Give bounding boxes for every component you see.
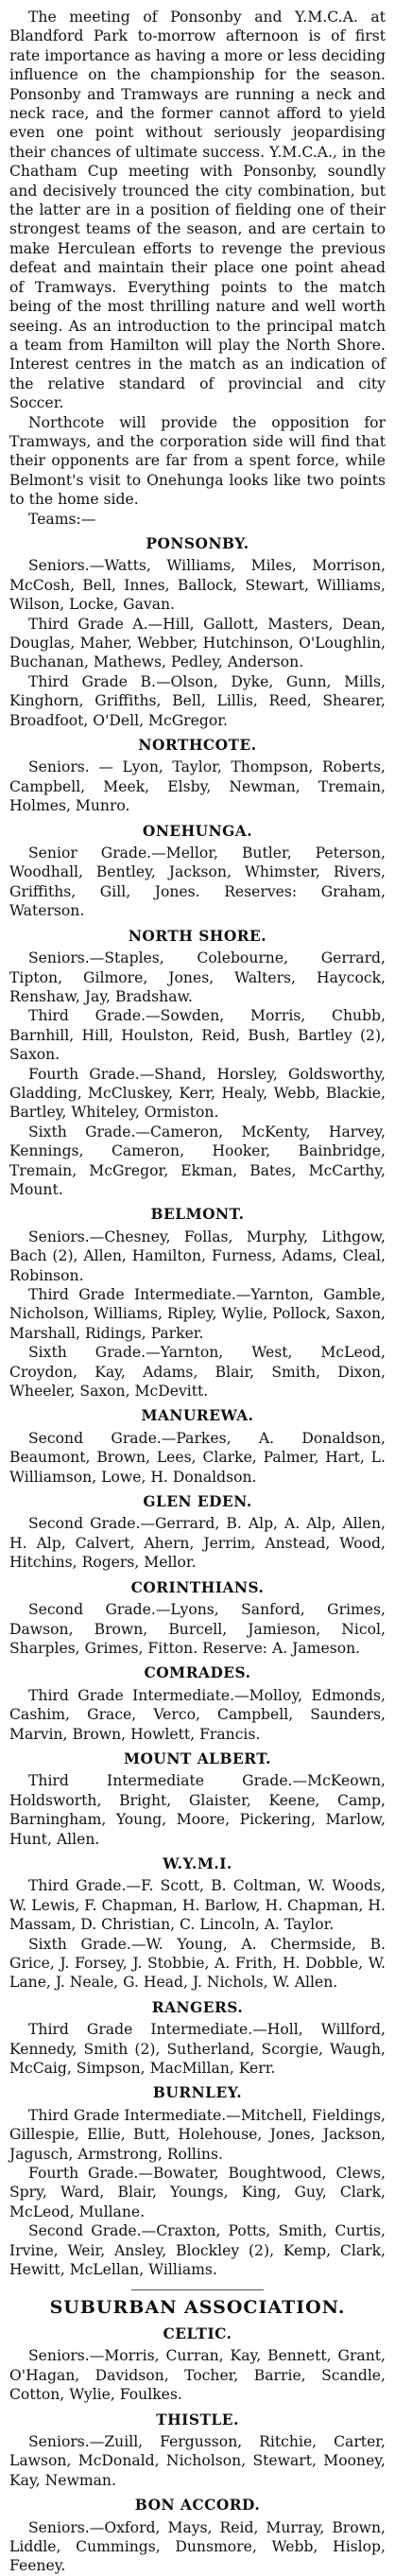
club-heading: RANGERS.	[151, 1998, 244, 2016]
suburban-association-heading: SUBURBAN ASSOCIATION.	[49, 2296, 346, 2318]
club-heading: BON ACCORD.	[134, 2497, 261, 2515]
club-heading: BURNLEY.	[152, 2084, 243, 2102]
team-list-entry: Seniors.—Zuill, Fergusson, Ritchie, Carter, Lawson, McDonald, Nicholson, Stewart, Mooney, Kay, Newman.	[9, 2432, 386, 2489]
team-list-entry: Fourth Grade.—Shand, Horsley, Goldsworthy, Gladding, McCluskey, Kerr, Healy, Webb, Blackie, Bartley, Whiteley, Ormiston.	[9, 1065, 386, 1122]
team-list-entry: Third Grade Intermediate.—Holl, Willford, Kennedy, Smith (2), Sutherland, Scorgie, Waugh, McCaig, Simpson, MacMillan, Kerr.	[9, 2021, 386, 2078]
club-listings	[9, 534, 386, 2280]
club-heading: BELMONT.	[150, 1206, 245, 1224]
club-heading: NORTHCOTE.	[138, 737, 257, 755]
team-list-entry: Second Grade.—Parkes, A. Donaldson, Beaumont, Brown, Lees, Clarke, Palmer, Hart, L. Williamson, Lowe, H. Donaldson.	[9, 1429, 386, 1486]
team-list-entry: Third Grade Intermediate.—Molloy, Edmonds, Cashim, Grace, Verco, Campbell, Saunders, Marvin, Brown, Howlett, Francis.	[9, 1686, 386, 1743]
intro-paragraph: Northcote will provide the opposition for Tramways, and the corporation side will find that their opponents are far from a spent force, while Belmont's visit to Onehunga looks like two points to the home side.	[9, 413, 386, 509]
team-list-entry: Second Grade.—Craxton, Potts, Smith, Curtis, Irvine, Weir, Ansley, Blockley (2), Kemp, Clark, Hewitt, McLellan, Williams.	[9, 2222, 386, 2279]
team-list-entry: Sixth Grade.—Yarnton, West, McLeod, Croydon, Kay, Adams, Blair, Smith, Dixon, Wheeler, Saxon, McDevitt.	[9, 1344, 386, 1401]
team-list-entry: Second Grade.—Gerrard, B. Alp, A. Alp, Allen, H. Alp, Calvert, Ahern, Jerrim, Anstead, Wood, Hitchins, Rogers, Mellor.	[9, 1515, 386, 1572]
club-heading: MOUNT ALBERT.	[123, 1749, 272, 1767]
section-divider	[131, 2289, 264, 2290]
team-list-entry: Third Grade A.—Hill, Gallott, Masters, Dean, Douglas, Maher, Webber, Hutchinson, O'Loughlin, Buchanan, Mathews, Pedley, Anderson.	[9, 615, 386, 671]
team-list-entry: Third Intermediate Grade.—McKeown, Holdsworth, Bright, Glaister, Keene, Camp, Barningham, Young, Moore, Pickering, Marlow, Hunt, Allen.	[9, 1772, 386, 1848]
team-list-entry: Seniors.—Staples, Colebourne, Gerrard, Tipton, Gilmore, Jones, Walters, Haycock, Renshaw, Jay, Bradshaw.	[9, 949, 386, 1005]
team-list-entry: Senior Grade.—Mellor, Butler, Peterson, Woodhall, Bentley, Jackson, Whimster, Rivers, Griffiths, Gill, Jones. Reserves: Graham, Waterson.	[9, 844, 386, 920]
intro-paragraph: The meeting of Ponsonby and Y.M.C.A. at Blandford Park to-morrow afternoon is of first rate importance as having a more or less deciding influence on the championship for the season. Ponsonby and Tramways are running a neck and neck race, and the former cannot afford to yield even one point without seriously jeopardising their chances of ultimate success. Y.M.C.A., in the Chatham Cup meeting with Ponsonby, soundly and decisively trounced the city combination, but the latter are in a position of fielding one of their strongest teams of the season, and are certain to make Herculean efforts to revenge the previous defeat and maintain their place one point ahead of Tramways. Everything points to the match being of the most thrilling nature and well worth seeing. As an introduction to the principal match a team from Hamilton will play the North Shore. Interest centres in the match as an indication of the relative standard of provincial and city Soccer.	[9, 9, 386, 412]
team-list-entry: Fourth Grade.—Bowater, Boughtwood, Clews, Spry, Ward, Blair, Youngs, King, Guy, Clark, McLeod, Mullane.	[9, 2165, 386, 2220]
club-heading: W.Y.M.I.	[163, 1854, 232, 1872]
team-list-entry: Sixth Grade.—W. Young, A. Chermside, B. Grice, J. Forsey, J. Stobbie, A. Frith, H. Dobble, W. Lane, J. Neale, G. Head, J. Nichols, W. Allen.	[9, 1935, 386, 1992]
team-list-entry: Seniors. — Lyon, Taylor, Thompson, Roberts, Campbell, Meek, Elsby, Newman, Tremain, Holmes, Munro.	[9, 758, 386, 815]
club-heading: COMRADES.	[144, 1664, 251, 1682]
team-list-entry: Seniors.—Watts, Williams, Miles, Morrison, McCosh, Bell, Innes, Ballock, Stewart, Williams, Wilson, Locke, Gavan.	[9, 557, 386, 614]
team-list-entry: Second Grade.—Lyons, Sanford, Grimes, Dawson, Brown, Burcell, Jamieson, Nicol, Sharples, Grimes, Fitton. Reserve: A. Jameson.	[9, 1601, 386, 1657]
club-heading: NORTH SHORE.	[128, 927, 267, 945]
club-heading: CELTIC.	[163, 2324, 232, 2342]
team-list-entry: Seniors.—Chesney, Follas, Murphy, Lithgow, Bach (2), Allen, Hamilton, Furness, Adams, Cleal, Robinson.	[9, 1227, 386, 1284]
team-list-entry: Third Grade.—F. Scott, B. Coltman, W. Woods, W. Lewis, F. Chapman, H. Barlow, H. Chapman, H. Massam, D. Christian, C. Lincoln, A. Taylor.	[9, 1877, 386, 1934]
club-heading: GLEN EDEN.	[143, 1493, 252, 1511]
team-list-entry: Third Grade B.—Olson, Dyke, Gunn, Mills, Kinghorn, Griffiths, Bell, Lillis, Reed, Shearer, Broadfoot, O'Dell, McGregor.	[9, 672, 386, 729]
club-heading: ONEHUNGA.	[142, 822, 253, 840]
club-heading: PONSONBY.	[146, 534, 249, 552]
club-heading: MANUREWA.	[141, 1407, 254, 1425]
team-list-entry: Seniors.—Oxford, Mays, Reid, Murray, Brown, Liddle, Cummings, Dunsmore, Webb, Hislop, Feeney.	[9, 2518, 386, 2575]
team-list-entry: Sixth Grade.—Cameron, McKenty, Harvey, Kennings, Cameron, Hooker, Bainbridge, Tremain, McGregor, Ekman, Bates, McCarthy, Mount.	[9, 1123, 386, 1198]
team-list-entry: Third Grade Intermediate.—Mitchell, Fieldings, Gillespie, Ellie, Butt, Holehouse, Jones, Jackson, Jagusch, Armstrong, Rollins.	[9, 2106, 386, 2163]
club-heading: CORINTHIANS.	[130, 1578, 265, 1596]
club-heading: THISTLE.	[156, 2411, 239, 2428]
team-list-entry: Seniors.—Morris, Curran, Kay, Bennett, Grant, O'Hagan, Davidson, Tocher, Barrie, Scandle, Cotton, Wylie, Foulkes.	[9, 2347, 386, 2404]
team-list-entry: Third Grade Intermediate.—Yarnton, Gamble, Nicholson, Williams, Ripley, Wylie, Pollock, Saxon, Marshall, Ridings, Parker.	[9, 1286, 386, 1342]
teams-label: Teams:—	[28, 510, 96, 528]
suburban-club-listings	[9, 2324, 386, 2576]
team-list-entry: Third Grade.—Sowden, Morris, Chubb, Barnhill, Hill, Houlston, Reid, Bush, Bartley (2), Saxon.	[9, 1007, 386, 1064]
